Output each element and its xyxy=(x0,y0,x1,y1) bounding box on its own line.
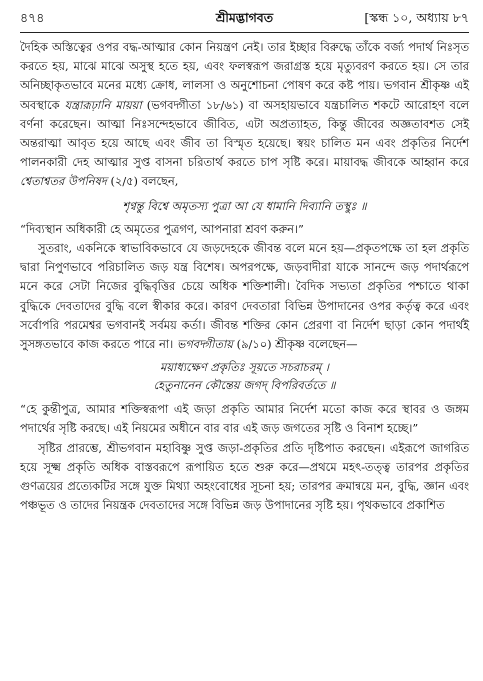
page-header xyxy=(20,8,469,30)
page-number: ৪৭৪ xyxy=(20,10,45,25)
page-body xyxy=(20,38,469,673)
paragraph-1: দৈহিক অস্তিত্বের ওপর বদ্ধ-আত্মার কোন নিয়ন্ত্রণ নেই। তার ইচ্ছার বিরুদ্ধে তাঁকে বর্জ্য পদার্থ নিঃসৃত করতে হয়, মাঝে মাঝে অসুস্থ হতে হয়, এবং ফলস্বরূপ জরাগ্রস্ত হয়ে মৃত্যুবরণ করতে হয়। সে তার অনিচ্ছাকৃতভাবে মনের মধ্যে ক্রোধ, লালসা ও অনুশোচনা পোষণ করে কষ্ট পায়। ভগবান শ্রীকৃষ্ণ এই অবস্থাকে যন্ত্রারূঢ়ানি মায়য়া (ভগবদ্গীতা ১৮/৬১) বা অসহায়ভাবে যন্ত্রচালিত শকটে আরোহণ বলে বর্ণনা করেছেন। আত্মা নিঃসন্দেহভাবে জীবিত, এটা অপ্রত্যাহত, কিন্তু জীবের অজ্ঞতাবশত সেই অন্তরাত্মা আবৃত হয়ে আছে এবং জীব তা বিস্মৃত হয়েছে। স্বয়ং চালিত মন এবং প্রকৃতির নির্দেশ পালনকারী দেহ আত্মার সুপ্ত বাসনা চরিতার্থ করতে চাপ সৃষ্টি করে। মায়াবদ্ধ জীবকে আহ্বান করে শ্বেতাশ্বতর উপনিষদ (২/৫) বলছেন, xyxy=(20,40,470,189)
header-rule xyxy=(20,32,469,33)
verse-line-2: হেতুনানেন কৌন্তেয় জগদ্ বিপরিবর্ততে ॥ xyxy=(153,378,336,393)
verse-translation-1: “দিব্যস্থান অধিকারী হে অমৃতের পুত্রগণ, আপনারা শ্রবণ করুন।” xyxy=(20,221,304,236)
paragraph-2: সুতরাং, একনিকে স্বাভাবিকভাবে যে জড়দেহকে জীবন্ত বলে মনে হয়—প্রকৃতপক্ষে তা হল প্রকৃতি দ্বারা নিপুণভাবে পরিচালিত জড় যন্ত্র বিশেষ। অপরপক্ষে, জড়বাদীরা যাকে সানন্দে জড় পদার্থরূপে মনে করে সেটা নিজের বুদ্ধিবৃত্তির চেয়ে অধিক শক্তিশালী। বৈদিক সভ্যতা প্রকৃতির পশ্চাতে থাকা বুদ্ধিকে দেবতাদের বুদ্ধি বলে স্বীকার করে। কারণ দেবতারা বিভিন্ন উপাদানের ওপর কর্তৃত্ব করে এবং সর্বোপরি পরমেশ্বর ভগবানই সর্বময় কর্তা। জীবন্ত শক্তির কোন প্রেরণা বা নির্দেশ ছাড়া কোন পদার্থই সুসঙ্গতভাবে কাজ করতে পারে না। ভগবদ্গীতায় (৯/১০) শ্রীকৃষ্ণ বলেছেন— xyxy=(20,241,469,352)
book-title: শ্রীমদ্ভাগবত xyxy=(215,10,274,25)
verse-line-1: ময়াধ্যক্ষেণ প্রকৃতিঃ সূয়তে সচরাচরম্ । xyxy=(160,360,329,375)
paragraph-3: সৃষ্টির প্রারম্ভে, শ্রীভগবান মহাবিষ্ণু সুপ্ত জড়া-প্রকৃতির প্রতি দৃষ্টিপাত করছেন। এইরূপে জাগরিত হয়ে সূক্ষ্ম প্রকৃতি অধিক বাস্তবরূপে রূপায়িত হতে শুরু করে—প্রথমে মহৎ-তত্ত্ব তারপর প্রকৃতির গুণত্রয়ের প্রত্যেকটির সঙ্গে যুক্ত মিথ্যা অহংবোধের সূচনা হয়; তারপর ক্রমান্বয়ে মন, বুদ্ধি, জ্ঞান এবং পঞ্চভূত ও তাদের নিয়ন্ত্রক দেবতাদের সঙ্গে বিভিন্ন জড় উপাদানের সৃষ্টি হয়। পৃথকভাবে প্রকাশিত xyxy=(20,440,469,513)
verse-shvetashvatara: শৃণ্বন্তু বিশ্বে অমৃতস্য পুত্রা আ যে ধামানি দিব্যানি তস্থুঃ ॥ xyxy=(122,198,367,213)
verse-translation-2: “হে কুন্তীপুত্র, আমার শক্তিস্বরূপা এই জড়া প্রকৃতি আমার নির্দেশ মতো কাজ করে স্থাবর ও জঙ্গম পদার্থের সৃষ্টি করছে। এই নিয়মের অধীনে বার বার এই জড় জগতের সৃষ্টি ও বিনাশ হচ্ছে।” xyxy=(20,402,469,436)
chapter-reference: [স্কন্ধ ১০, অধ্যায় ৮৭ xyxy=(364,10,469,25)
verse-gita-9-10 xyxy=(20,358,469,394)
